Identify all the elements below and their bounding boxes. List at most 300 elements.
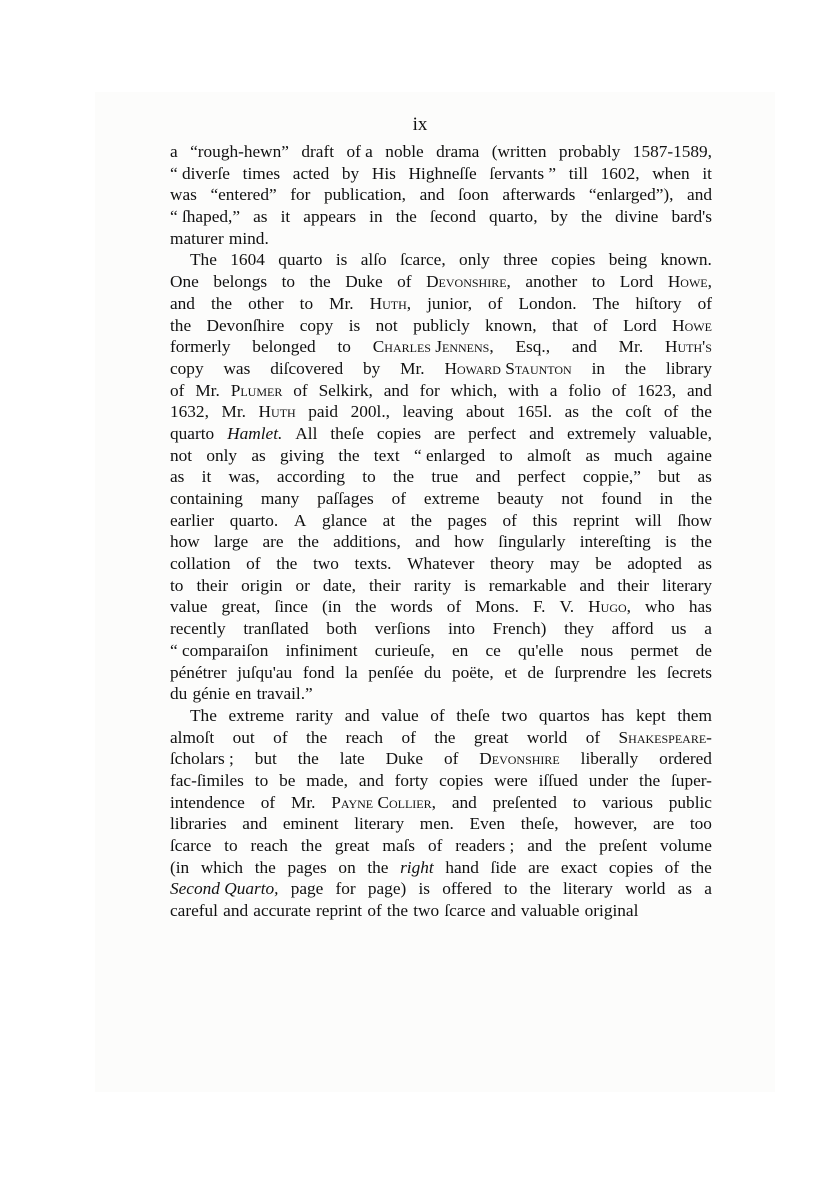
text-line [170, 792, 712, 814]
word: and [529, 423, 555, 443]
word: and [358, 770, 384, 790]
word: their [369, 575, 401, 595]
word: Esq., [515, 337, 551, 357]
word: to [170, 575, 184, 595]
text-line [170, 380, 712, 402]
word: 1623, [637, 380, 677, 400]
word: known, [485, 315, 537, 335]
word: hiſtory [635, 293, 682, 313]
word: the [565, 836, 587, 855]
word: the [395, 207, 417, 227]
word: as [170, 467, 185, 487]
word: the [300, 836, 322, 855]
word: alſo [360, 250, 387, 270]
word: copy [170, 358, 204, 378]
text-line [170, 336, 712, 358]
word: however, [574, 814, 638, 834]
word: ſcarce [444, 901, 486, 921]
word: afford [611, 619, 654, 639]
word: rarity [413, 575, 452, 595]
word: reach [345, 727, 384, 747]
word: literary [354, 814, 405, 834]
word: only [459, 250, 490, 270]
word: 1587-1589, [632, 142, 712, 161]
word: various [602, 792, 653, 812]
text-line [170, 358, 712, 380]
word: page) [367, 879, 407, 899]
word: penſée [368, 662, 414, 682]
word: Payne Collier, [331, 792, 436, 812]
word: of [443, 749, 459, 769]
word: 1632, [170, 402, 209, 422]
word: valuable, [649, 423, 712, 443]
word: the [624, 358, 647, 378]
word: folio [568, 380, 601, 400]
word: Devonshire, [426, 272, 511, 292]
word: ſoon [458, 185, 489, 205]
word: of [446, 597, 462, 617]
word: and [490, 901, 516, 921]
word: is [464, 575, 476, 595]
word: F. [532, 597, 546, 617]
word: and [383, 380, 409, 400]
word: Huth [258, 402, 296, 422]
word: the [297, 749, 319, 769]
text-line [170, 662, 712, 684]
word: drama [436, 142, 480, 161]
word: extreme [228, 705, 285, 725]
word: beauty [497, 489, 544, 508]
word: is [348, 315, 361, 335]
word: Devonshire [479, 749, 560, 769]
word: leaving [402, 402, 454, 422]
word: ſince [274, 597, 308, 617]
word: de [527, 662, 544, 682]
word: the [386, 901, 409, 921]
word: to [281, 272, 296, 292]
word: “ diverſe [170, 163, 230, 183]
word: French) [492, 619, 547, 639]
word: not [375, 315, 398, 335]
word: are [528, 857, 550, 877]
word: Mr. [618, 337, 644, 357]
word: the [170, 315, 192, 335]
word: recently [170, 619, 226, 639]
word: ſecrets [666, 662, 712, 682]
word: extremely [566, 423, 637, 443]
word: world [625, 879, 666, 899]
word: a [704, 879, 712, 899]
word: the [297, 532, 319, 552]
word: but [658, 467, 681, 487]
word: their [196, 575, 229, 595]
word: Devonſhire [206, 315, 285, 335]
word: found [601, 489, 642, 508]
word: it [702, 163, 712, 183]
word: quartos [538, 705, 590, 725]
word: pénétrer [170, 662, 227, 682]
text-line [170, 315, 712, 337]
word: which [200, 857, 244, 877]
word: les [637, 662, 657, 682]
word: much [614, 445, 653, 465]
word: the [639, 770, 661, 790]
word: The [592, 293, 620, 313]
word: careful [170, 901, 218, 921]
word: en [451, 640, 469, 660]
word: V. [559, 597, 575, 617]
word: remarkable [488, 575, 567, 595]
word: All [295, 423, 318, 443]
word: eminent [282, 814, 339, 834]
word: them [677, 705, 712, 725]
word: “enlarged”), [588, 185, 674, 205]
word: junior, [427, 293, 473, 313]
word: words [390, 597, 433, 617]
word: will [634, 510, 662, 530]
text-line [170, 466, 712, 488]
word: 200l., [350, 402, 390, 422]
word: two [501, 705, 528, 725]
word: be [595, 554, 612, 574]
word: the [690, 532, 712, 552]
word: accurate [253, 901, 311, 921]
word: libraries [170, 814, 227, 834]
word: diſcovered [270, 358, 344, 378]
text-line [170, 596, 712, 618]
text-line [170, 228, 712, 250]
word: Duke [385, 749, 424, 769]
word: a [704, 619, 712, 639]
word: and [242, 814, 268, 834]
word: et [504, 662, 517, 682]
word: of [170, 380, 185, 400]
word: liberally [580, 749, 639, 769]
word: travail.” [256, 684, 313, 704]
word: Huth's [665, 337, 712, 357]
word: Second Quarto, [170, 879, 279, 899]
text-line [170, 813, 712, 835]
word: out [232, 727, 255, 747]
text-line [170, 488, 712, 510]
word: probably [558, 142, 621, 161]
text-line [170, 445, 712, 467]
word: to [299, 293, 314, 313]
word: by [341, 163, 360, 183]
text-line [170, 184, 712, 206]
word: only [206, 445, 238, 465]
word: Plumer [230, 380, 283, 400]
word: to [499, 445, 513, 465]
word: additions, [333, 532, 401, 552]
word: to [337, 337, 351, 357]
word: collation [170, 554, 231, 574]
word: quarto [170, 423, 215, 443]
word: till [568, 163, 588, 183]
word: literary [662, 575, 712, 595]
word: origin [241, 575, 283, 595]
word: the [367, 857, 389, 877]
word: and [419, 185, 445, 205]
word: true [431, 467, 459, 487]
word: almoſt [170, 727, 215, 747]
word: quarto [278, 250, 323, 270]
word: glance [321, 510, 368, 530]
word: Mr. [290, 792, 316, 812]
word: to [254, 770, 269, 790]
text-line [170, 683, 712, 705]
word: preſented [492, 792, 557, 812]
word: the [306, 727, 328, 747]
text-line [170, 553, 712, 575]
word: of [664, 857, 680, 877]
word: the [529, 879, 551, 899]
word: great [473, 727, 509, 747]
text-line [170, 401, 712, 423]
word: as [564, 402, 580, 422]
word: known. [660, 250, 712, 270]
word: readers ; [455, 836, 515, 855]
word: texts. [354, 554, 392, 574]
word: is [418, 879, 430, 899]
page-number: ix [412, 114, 428, 135]
word: copy [299, 315, 334, 335]
word: of [397, 272, 412, 292]
word: hand [445, 857, 479, 877]
word: noble [385, 142, 424, 161]
word: for [419, 380, 440, 400]
text-line [170, 141, 712, 163]
word: fac-ſimiles [170, 770, 244, 790]
word: quarto, [489, 207, 538, 227]
word: the [690, 489, 712, 508]
word: Howard Staunton [444, 358, 572, 378]
text-line [170, 900, 712, 922]
word: both [326, 619, 358, 639]
word: “ comparaiſon [170, 640, 269, 660]
word: are [262, 532, 284, 552]
word: perfect [517, 467, 566, 487]
word: of [697, 293, 712, 313]
text-line [170, 857, 712, 879]
word: world [526, 727, 568, 747]
word: of [391, 489, 407, 508]
word: value [170, 597, 208, 617]
word: at [382, 510, 396, 530]
word: 1602, [600, 163, 640, 183]
word: coppie,” [582, 467, 641, 487]
word: Mr. [195, 380, 220, 400]
word: “ enlarged [413, 445, 486, 465]
word: on [338, 857, 356, 877]
word: formerly [170, 337, 231, 357]
word: reprint [316, 901, 363, 921]
word: the [338, 445, 360, 465]
word: exact [560, 857, 598, 877]
word: text [373, 445, 400, 465]
word: ſcarce, [400, 250, 446, 270]
word: original [584, 901, 639, 921]
word: is [664, 532, 677, 552]
word: Highneſſe [408, 163, 477, 183]
word: great [334, 836, 370, 855]
word: has [688, 597, 712, 617]
word: His [371, 163, 396, 183]
word: ſingularly [498, 532, 566, 552]
word: when [652, 163, 690, 183]
word: Mons. [475, 597, 519, 617]
word: they [564, 619, 594, 639]
word: Selkirk, [318, 380, 373, 400]
word: with [508, 380, 539, 400]
word: three [503, 250, 538, 270]
word: library [665, 358, 712, 378]
word: of [663, 402, 679, 422]
word: other [248, 293, 284, 313]
word: how [170, 532, 200, 552]
word: of [401, 727, 416, 747]
word: iſſued [538, 770, 578, 790]
word: nous [580, 640, 614, 660]
word: the [309, 272, 331, 292]
word: but [254, 749, 277, 769]
word: The [190, 250, 217, 270]
word: for [335, 879, 356, 899]
word: men. [419, 814, 454, 834]
word: as [251, 445, 266, 465]
word: of [293, 380, 308, 400]
word: page [290, 879, 324, 899]
word: A [293, 510, 307, 530]
word: Duke [345, 272, 383, 292]
word: ſecond [429, 207, 476, 227]
word: kept [635, 705, 666, 725]
word: not [561, 489, 584, 508]
word: about [466, 402, 505, 422]
word: as [253, 207, 268, 227]
word: “entered” [210, 185, 277, 205]
word: two [312, 554, 339, 574]
word: being [608, 250, 648, 270]
word: “rough-hewn” [190, 142, 289, 161]
word: ſide [490, 857, 517, 877]
word: as [585, 445, 600, 465]
body-text [170, 141, 712, 922]
word: almoſt [527, 445, 572, 465]
word: by [363, 358, 381, 378]
word: ſuper- [671, 770, 712, 790]
word: London. [518, 293, 577, 313]
word: rarity [295, 705, 334, 725]
word: Huth, [369, 293, 412, 313]
word: according [276, 467, 346, 487]
word: the [690, 857, 712, 877]
word: was, [228, 467, 260, 487]
word: of [611, 380, 627, 400]
word: coſt [625, 402, 652, 422]
word: are [653, 814, 675, 834]
word: theſe [330, 423, 364, 443]
word: perfect [468, 423, 517, 443]
word: date, [322, 575, 356, 595]
word: and [571, 337, 597, 357]
word: theſe, [520, 814, 559, 834]
word: and [344, 705, 370, 725]
word: poëte, [451, 662, 494, 682]
word: of [502, 510, 517, 530]
word: was [223, 358, 251, 378]
word: Lord [619, 272, 654, 292]
text-line [170, 510, 712, 532]
word: the [355, 597, 377, 617]
word: (in [170, 857, 190, 877]
word: of [593, 315, 608, 335]
text-line [170, 531, 712, 553]
word: reach [250, 836, 288, 855]
word: and [223, 901, 249, 921]
word: as [697, 467, 712, 487]
word: One [170, 272, 199, 292]
word: againe [666, 445, 712, 465]
text-line [170, 618, 712, 640]
word: Charles Jennens, [372, 337, 494, 357]
word: (in [322, 597, 342, 617]
word: made, [306, 770, 348, 790]
word: en [235, 684, 252, 704]
word: as [677, 879, 693, 899]
word: right [400, 857, 434, 877]
word: juſqu'au [237, 662, 293, 682]
word: du [170, 684, 188, 704]
word: us [671, 619, 687, 639]
word: theſe [456, 705, 490, 725]
word: are [434, 423, 456, 443]
word: which, [450, 380, 498, 400]
word: publicly [413, 315, 470, 335]
word: Hamlet. [227, 423, 283, 443]
word: large [214, 532, 249, 552]
word: 165l. [517, 402, 553, 422]
text-line [170, 163, 712, 185]
word: Lord [623, 315, 657, 335]
word: of a [346, 142, 373, 161]
word: valuable [520, 901, 580, 921]
word: literary [562, 879, 613, 899]
word: of [260, 792, 276, 812]
word: quarto. [229, 510, 279, 530]
word: to [224, 836, 238, 855]
word: great, [221, 597, 261, 617]
word: to [503, 879, 518, 899]
word: ce [485, 640, 501, 660]
word: to [362, 467, 376, 487]
word: how [454, 532, 485, 552]
word: 1604 [230, 250, 265, 270]
word: earlier [170, 510, 215, 530]
word: not [170, 445, 193, 465]
word: belongs [213, 272, 268, 292]
word: of [427, 836, 443, 855]
word: is [335, 250, 348, 270]
word: bard's [671, 207, 712, 227]
text-line [170, 770, 712, 792]
word: to [591, 272, 606, 292]
word: the [210, 293, 233, 313]
word: too [689, 814, 712, 834]
word: and [687, 185, 712, 205]
word: under [588, 770, 629, 790]
word: public [668, 792, 712, 812]
